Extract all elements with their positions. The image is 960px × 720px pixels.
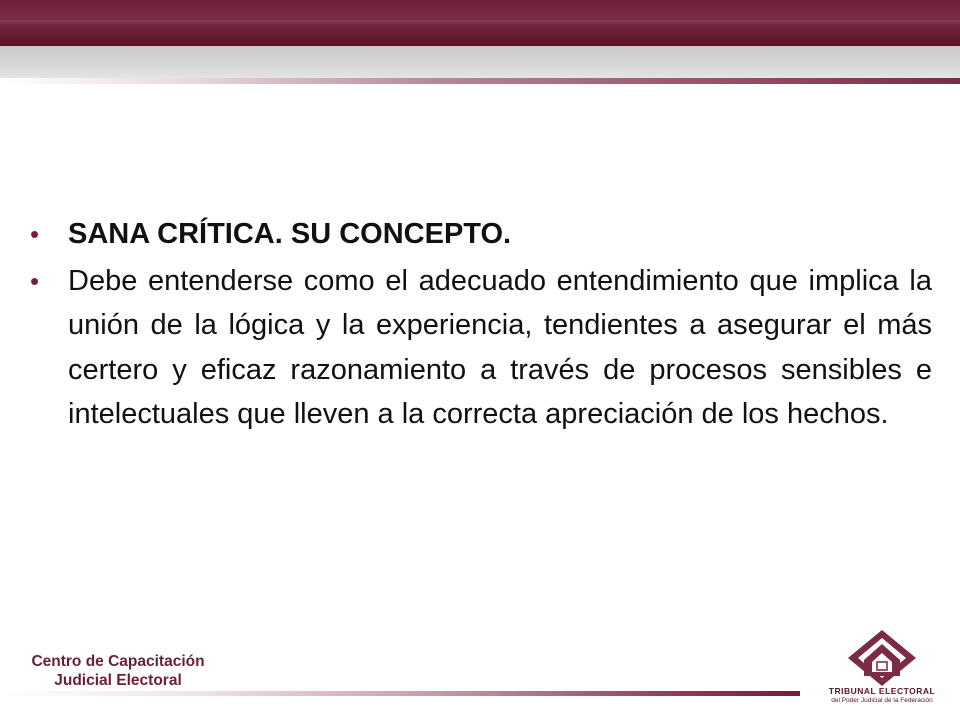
- footer-org-line2: Judicial Electoral: [54, 672, 182, 689]
- header-grey-band: [0, 46, 960, 78]
- bullet-item: [28, 212, 932, 257]
- tribunal-logo: [812, 630, 952, 716]
- bullet-item: [28, 259, 932, 437]
- footer-organization: [8, 652, 228, 690]
- header-gradient-line: [0, 78, 960, 84]
- tribunal-emblem-icon: [812, 630, 952, 686]
- footer-org-line1: Centro de Capacitación: [31, 653, 205, 670]
- slide-body: [28, 212, 932, 437]
- header-band-shine: [0, 20, 960, 26]
- slide-heading: SANA CRÍTICA. SU CONCEPTO.: [68, 218, 512, 250]
- footer-gradient-line: [0, 691, 800, 696]
- bullet-icon: •: [30, 219, 40, 249]
- bullet-icon: •: [30, 265, 40, 296]
- logo-subtitle: del Poder Judicial de la Federación: [831, 697, 933, 704]
- logo-title: TRIBUNAL ELECTORAL: [828, 686, 936, 696]
- slide-paragraph: Debe entenderse como el adecuado entendimiento que implica la unión de la lógica y la experiencia, tendientes a asegurar el más certero y eficaz razonamiento a través de procesos sensibles e intelectuales que lleven a la correcta apreciación de los hechos.: [68, 264, 932, 430]
